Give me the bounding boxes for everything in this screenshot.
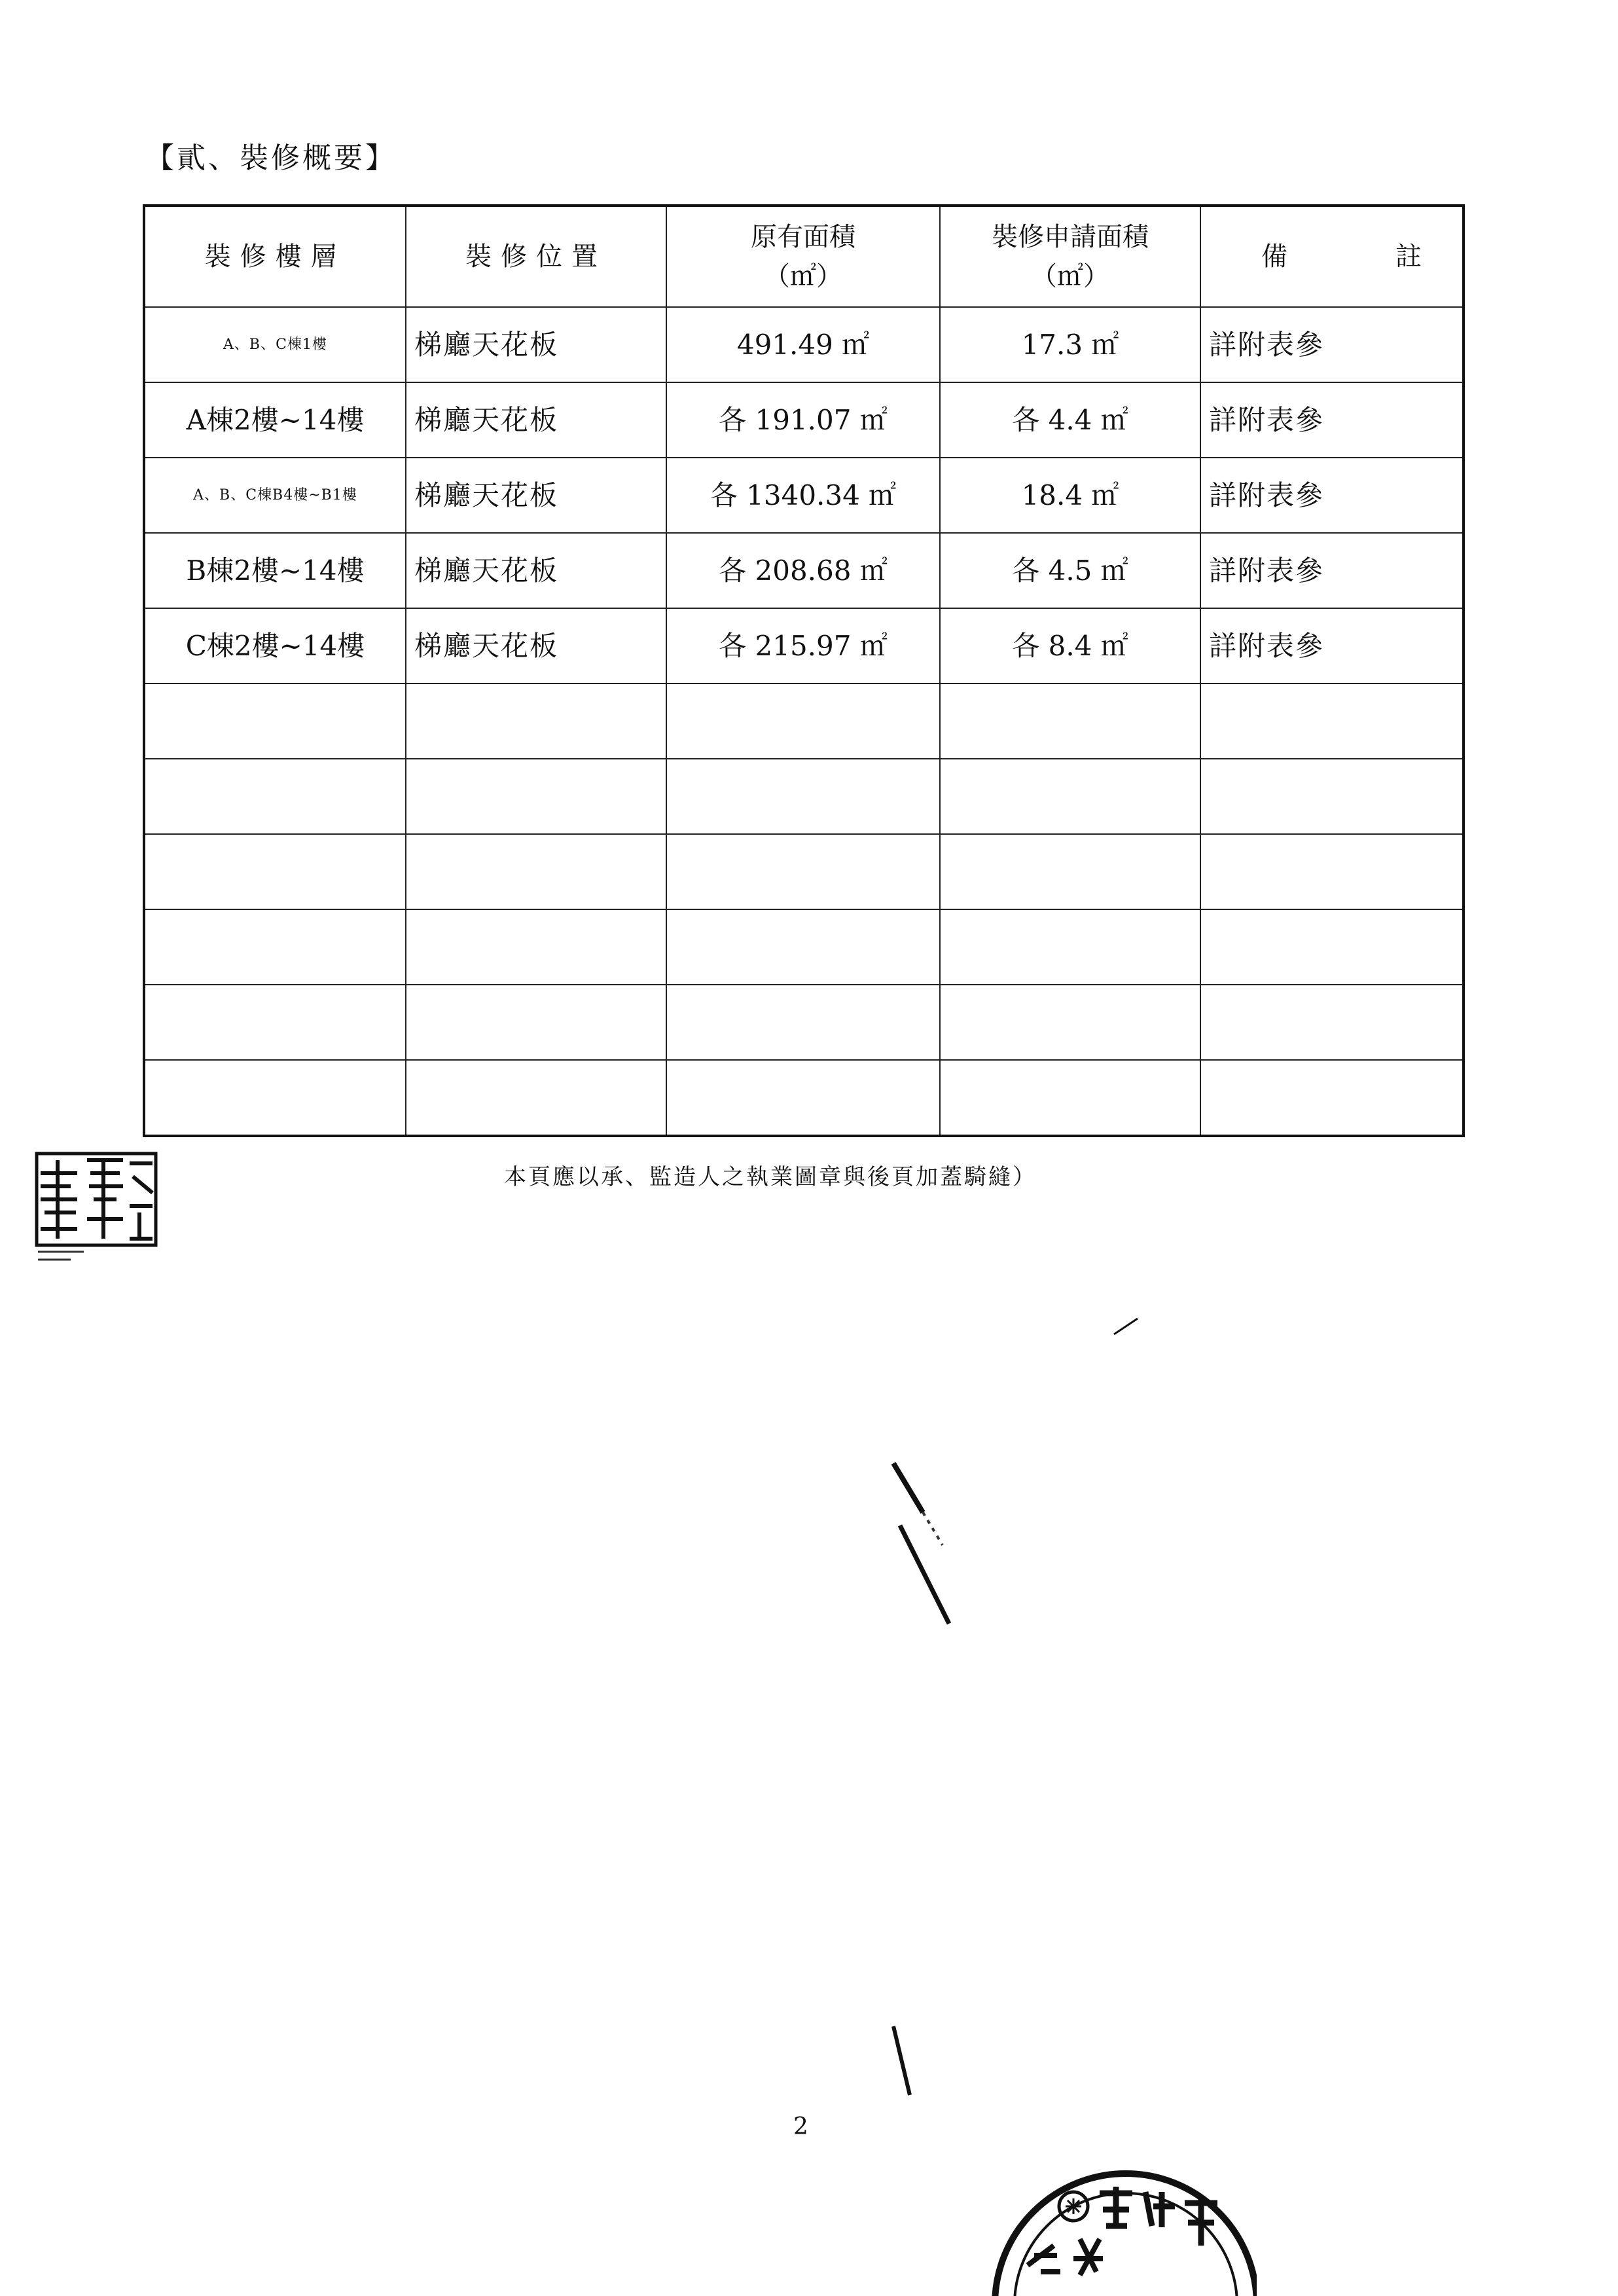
row-location: 梯廳天花板	[406, 382, 666, 458]
table-header-row	[144, 206, 1464, 307]
scan-mark	[890, 2023, 916, 2102]
row-location: 梯廳天花板	[406, 307, 666, 382]
row-applied-area: 17.3 ㎡	[940, 307, 1200, 382]
row-applied-area: 各 4.5 ㎡	[940, 533, 1200, 608]
row-original-area: 各 215.97 ㎡	[666, 608, 940, 683]
row-floor: A、B、C棟B4樓~B1樓	[144, 458, 406, 533]
empty-table-row	[144, 1060, 1464, 1136]
table-row	[144, 458, 1464, 533]
header-note-right: 註	[1395, 242, 1422, 272]
city-government-seal-stamp	[982, 2141, 1257, 2296]
row-original-area: 491.49 ㎡	[666, 307, 940, 382]
header-original-area	[666, 206, 940, 307]
row-location: 梯廳天花板	[406, 533, 666, 608]
table-row	[144, 382, 1464, 458]
header-applied-area	[940, 206, 1200, 307]
row-floor: B棟2樓~14樓	[144, 533, 406, 608]
row-original-area: 各 208.68 ㎡	[666, 533, 940, 608]
row-location: 梯廳天花板	[406, 608, 666, 683]
row-location: 梯廳天花板	[406, 458, 666, 533]
footer-note: 本頁應以承、監造人之執業圖章與後頁加蓋騎縫）	[504, 1164, 1037, 1190]
row-note: 詳附表參	[1200, 533, 1464, 608]
header-floor: 裝修樓層	[144, 206, 406, 307]
row-floor: A棟2樓~14樓	[144, 382, 406, 458]
row-applied-area: 18.4 ㎡	[940, 458, 1200, 533]
scan-mark	[1113, 1316, 1139, 1336]
empty-table-row	[144, 985, 1464, 1060]
row-note: 詳附表參	[1200, 382, 1464, 458]
empty-table-row	[144, 759, 1464, 834]
header-original-area-unit: （㎡）	[764, 261, 842, 291]
section-title: 【貳、裝修概要】	[145, 141, 397, 175]
empty-table-row	[144, 909, 1464, 985]
table-row	[144, 608, 1464, 683]
header-applied-area-unit: （㎡）	[1031, 261, 1109, 291]
header-location: 裝修位置	[406, 206, 666, 307]
row-original-area: 各 191.07 ㎡	[666, 382, 940, 458]
header-original-area-label: 原有面積	[751, 222, 855, 252]
scan-mark	[890, 1460, 969, 1630]
row-note: 詳附表參	[1200, 307, 1464, 382]
row-original-area: 各 1340.34 ㎡	[666, 458, 940, 533]
empty-table-row	[144, 683, 1464, 759]
row-floor: A、B、C棟1樓	[144, 307, 406, 382]
table-row	[144, 307, 1464, 382]
row-note: 詳附表參	[1200, 458, 1464, 533]
page-number: 2	[793, 2113, 808, 2140]
row-applied-area: 各 8.4 ㎡	[940, 608, 1200, 683]
header-applied-area-label: 裝修申請面積	[992, 222, 1149, 252]
row-note: 詳附表參	[1200, 608, 1464, 683]
renovation-summary-table	[143, 204, 1465, 1137]
table-row	[144, 533, 1464, 608]
architect-seal-stamp	[31, 1147, 162, 1265]
empty-table-row	[144, 834, 1464, 909]
header-note	[1200, 206, 1464, 307]
header-note-left: 備	[1261, 242, 1287, 272]
row-floor: C棟2樓~14樓	[144, 608, 406, 683]
row-applied-area: 各 4.4 ㎡	[940, 382, 1200, 458]
